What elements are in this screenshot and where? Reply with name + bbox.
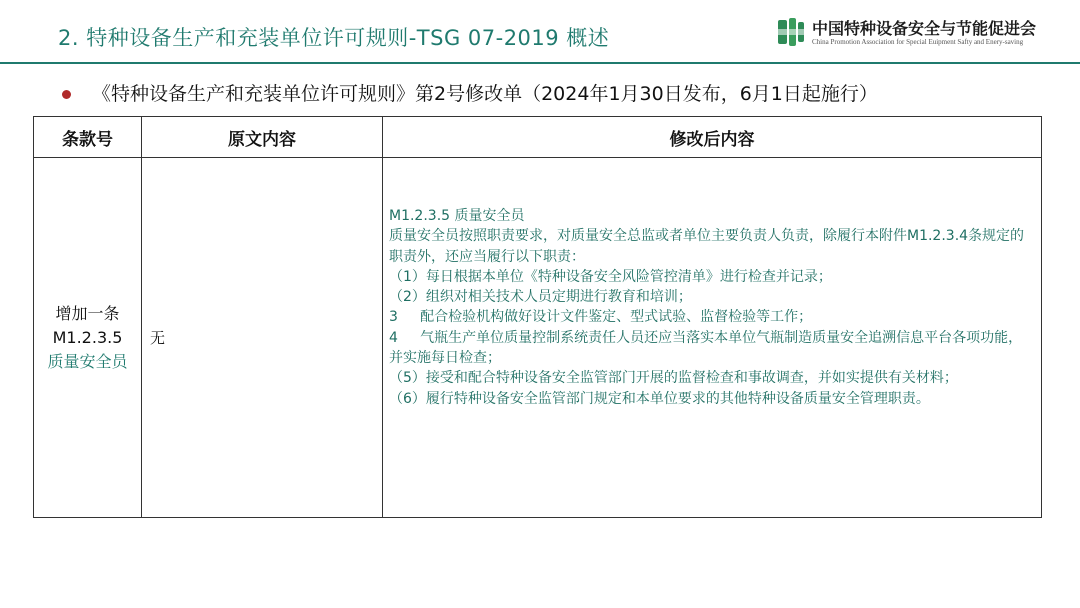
logo-english-name: China Promotion Association for Special Euipment Safty and Enery-saving — [812, 38, 1024, 46]
title-divider — [0, 62, 1080, 64]
modified-line: （6）履行特种设备安全监管部门规定和本单位要求的其他特种设备质量安全管理职责。 — [389, 390, 930, 407]
header-modified: 修改后内容 — [383, 117, 1042, 158]
modified-line: （1）每日根据本单位《特种设备安全风险管控清单》进行检查并记录； — [389, 268, 832, 285]
page-title: 2. 特种设备生产和充装单位许可规则-TSG 07-2019 概述 — [58, 26, 610, 50]
table-row — [34, 158, 1042, 518]
modified-line: 3 配合检验机构做好设计文件鉴定、型式试验、监督检验等工作； — [389, 309, 813, 326]
clause-cell — [34, 158, 142, 518]
clause-line-3: 质量安全员 — [47, 351, 128, 371]
table-header-row — [34, 117, 1042, 158]
modified-line: （5）接受和配合特种设备安全监管部门开展的监督检查和事故调查，并如实提供有关材料； — [389, 370, 958, 387]
header-original: 原文内容 — [142, 117, 383, 158]
modified-line: M1.2.3.5 质量安全员 — [389, 208, 525, 224]
organization-logo — [776, 16, 1066, 52]
modified-line: 4 气瓶生产单位质量控制系统责任人员还应当落实本单位气瓶制造质量安全追溯信息平台各项功能，并实施每日检查； — [389, 329, 1023, 367]
modified-content-cell — [383, 158, 1042, 518]
revision-table — [33, 116, 1042, 518]
logo-chinese-name: 中国特种设备安全与节能促进会 — [812, 19, 1037, 38]
original-content-cell: 无 — [142, 158, 383, 518]
modified-line: 质量安全员按照职责要求，对质量安全总监或者单位主要负责人负责，除履行本附件M1.2.3.4条规定的职责外，还应当履行以下职责： — [389, 228, 1025, 265]
logo-mark-icon — [776, 16, 806, 48]
header-clause: 条款号 — [34, 117, 142, 158]
section-subtitle: 《特种设备生产和充装单位许可规则》第2号修改单（2024年1月30日发布，6月1日起施行） — [92, 83, 878, 105]
bullet-icon — [62, 90, 71, 99]
modified-line: （2）组织对相关技术人员定期进行教育和培训； — [389, 289, 692, 306]
clause-line-1: 增加一条 — [55, 303, 120, 323]
clause-line-2: M1.2.3.5 — [52, 327, 123, 347]
